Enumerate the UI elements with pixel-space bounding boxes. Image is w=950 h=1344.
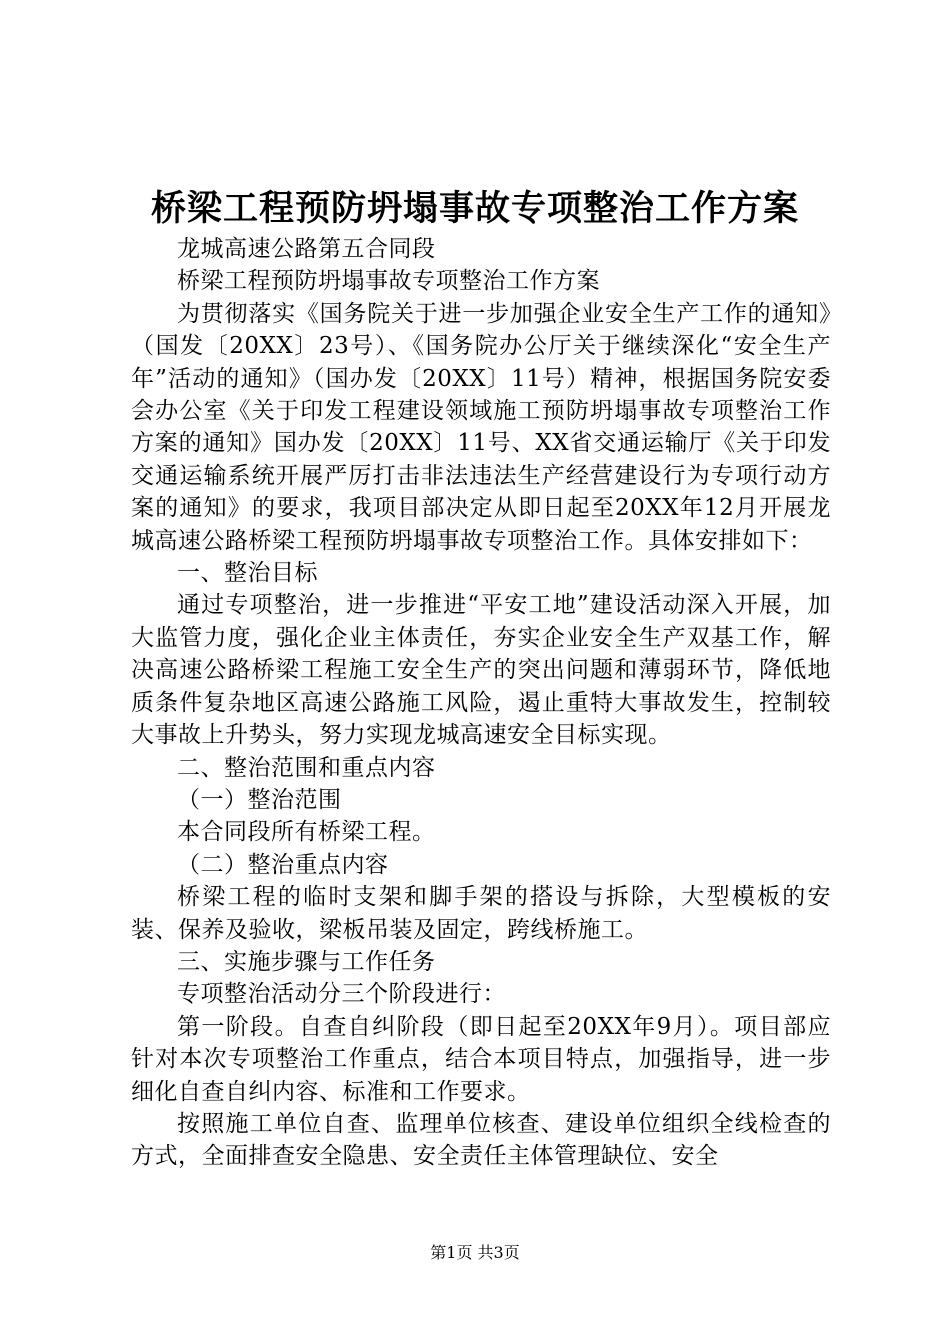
paragraph-section-name: 龙城高速公路第五合同段 (177, 236, 436, 262)
document-body (131, 233, 831, 1173)
paragraph-stages: 专项整治活动分三个阶段进行： (177, 981, 506, 1008)
paragraph-intro: 为贯彻落实《国务院关于进一步加强企业安全生产工作的通知》（国发〔20XX〕23号）、《国务院办公厅关于继续深化“安全生产年”活动的通知》（国办发〔20XX〕11号）精神，根据国务院安委会办公室《关于印发工程建设领域施工预防坍塌事故专项整治工作方案的通知》国办发〔20XX〕11号、XX省交通运输厅《关于印发交通运输系统开展严厉打击非法违法生产经营建设行为专项行动方案的通知》的要求，我项目部决定从即日起至20XX年12月开展龙城高速公路桥梁工程预防坍塌事故专项整治工作。具体安排如下： (131, 300, 831, 554)
subheading-key-content: （二）整治重点内容 (177, 851, 389, 878)
paragraph-scope: 本合同段所有桥梁工程。 (177, 819, 436, 846)
paragraph-goal: 通过专项整治，进一步推进“平安工地”建设活动深入开展，加大监管力度，强化企业主体责任，夯实企业安全生产双基工作，解决高速公路桥梁工程施工安全生产的突出问题和薄弱环节，降低地质条件复杂地区高速公路施工风险，遏止重特大事故发生，控制较大事故上升势头，努力实现龙城高速安全目标实现。 (131, 592, 831, 749)
paragraph-inspection: 按照施工单位自查、监理单位核查、建设单位组织全线检查的方式，全面排查安全隐患、安全责任主体管理缺位、安全 (131, 1110, 831, 1170)
paragraph-key-content: 桥梁工程的临时支架和脚手架的搭设与拆除，大型模板的安装、保养及验收，梁板吊装及固定，跨线桥施工。 (131, 884, 831, 943)
heading-steps: 三、实施步骤与工作任务 (177, 948, 436, 975)
document-title: 桥梁工程预防坍塌事故专项整治工作方案 (150, 188, 799, 229)
heading-scope-content: 二、整治范围和重点内容 (177, 754, 436, 781)
page-footer: 第1页 共3页 (430, 1243, 520, 1262)
heading-goal: 一、整治目标 (177, 560, 318, 587)
paragraph-plan-title: 桥梁工程预防坍塌事故专项整治工作方案 (177, 268, 600, 295)
subheading-scope: （一）整治范围 (177, 786, 342, 813)
paragraph-stage-one: 第一阶段。自查自纠阶段（即日起至20XX年9月）。项目部应针对本次专项整治工作重点，结合本项目特点，加强指导，进一步细化自查自纠内容、标准和工作要求。 (131, 1013, 831, 1105)
